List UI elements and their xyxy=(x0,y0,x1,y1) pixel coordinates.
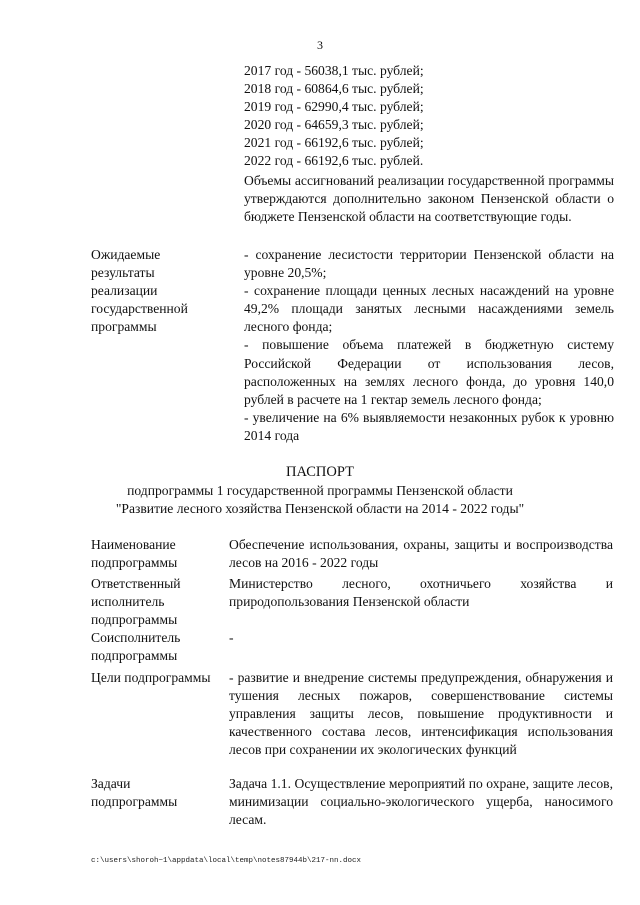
row-text-goals: - развитие и внедрение системы предупреждения, обнаружения и тушения лесных пожаров, совершенствование системы управления защиты лесов, повышение продуктивности и качественного состава лесов, интенсификация использования лесов при сохранении их экологических функций xyxy=(229,670,613,758)
expected-result-item: - увеличение на 6% выявляемости незаконных рубок к уровню 2014 года xyxy=(244,409,614,443)
row-label-tasks: Задачи подпрограммы xyxy=(91,776,178,810)
row-label-responsible: Ответственный исполнитель подпрограммы xyxy=(91,576,181,628)
passport-title: ПАСПОРТ xyxy=(286,464,354,480)
funding-line: 2022 год - 66192,6 тыс. рублей. xyxy=(244,153,424,169)
passport-subtitle: подпрограммы 1 государственной программы Пензенской области xyxy=(127,483,513,498)
funding-line: 2017 год - 56038,1 тыс. рублей; xyxy=(244,63,424,78)
row-label-goals: Цели подпрограммы xyxy=(91,670,211,685)
funding-line: 2021 год - 66192,6 тыс. рублей; xyxy=(244,135,424,151)
expected-result-item: - сохранение лесистости территории Пензенской области на уровне 20,5%; xyxy=(244,247,614,281)
row-text-name: Обеспечение использования, охраны, защиты и воспроизводства лесов на 2016 - 2022 годы xyxy=(229,537,613,571)
funding-line: 2019 год - 62990,4 тыс. рублей; xyxy=(244,99,424,115)
row-text-coexecutor: - xyxy=(229,630,234,645)
expected-result-item: - сохранение площади ценных лесных насаждений на уровне 49,2% площади занятых лесными насаждениями земель лесного фонда; xyxy=(244,283,614,335)
funding-list xyxy=(244,62,614,226)
passport-subtitle-program: "Развитие лесного хозяйства Пензенской области на 2014 - 2022 годы" xyxy=(115,501,525,516)
expected-results-list xyxy=(244,246,614,445)
row-text-responsible: Министерство лесного, охотничьего хозяйства и природопользования Пензенской области xyxy=(229,576,613,610)
expected-result-item: - повышение объема платежей в бюджетную систему Российской Федерации от использования лесов, расположенных на землях лесного фонда, до уровня 140,0 рублей в расчете на 1 гектар земель лесного фонда; xyxy=(244,337,614,407)
funding-note: Объемы ассигнований реализации государственной программы утверждаются дополнительно законом Пензенской области о бюджете Пензенской области на соответствующие годы. xyxy=(244,172,614,224)
row-text-tasks: Задача 1.1. Осуществление мероприятий по охране, защите лесов, минимизации социально-экологического ущерба, наносимого лесам. xyxy=(229,776,613,828)
footer-file-path: c:\users\shoroh~1\appdata\local\temp\notes87944b\217-nn.docx xyxy=(91,857,362,865)
page-number: 3 xyxy=(317,38,323,52)
row-label-coexecutor: Соисполнитель подпрограммы xyxy=(91,630,181,664)
expected-results-label: Ожидаемые результаты реализации государственной программы xyxy=(91,247,188,335)
row-label-name: Наименование подпрограммы xyxy=(91,537,178,571)
funding-line: 2020 год - 64659,3 тыс. рублей; xyxy=(244,117,424,133)
funding-line: 2018 год - 60864,6 тыс. рублей; xyxy=(244,81,424,97)
